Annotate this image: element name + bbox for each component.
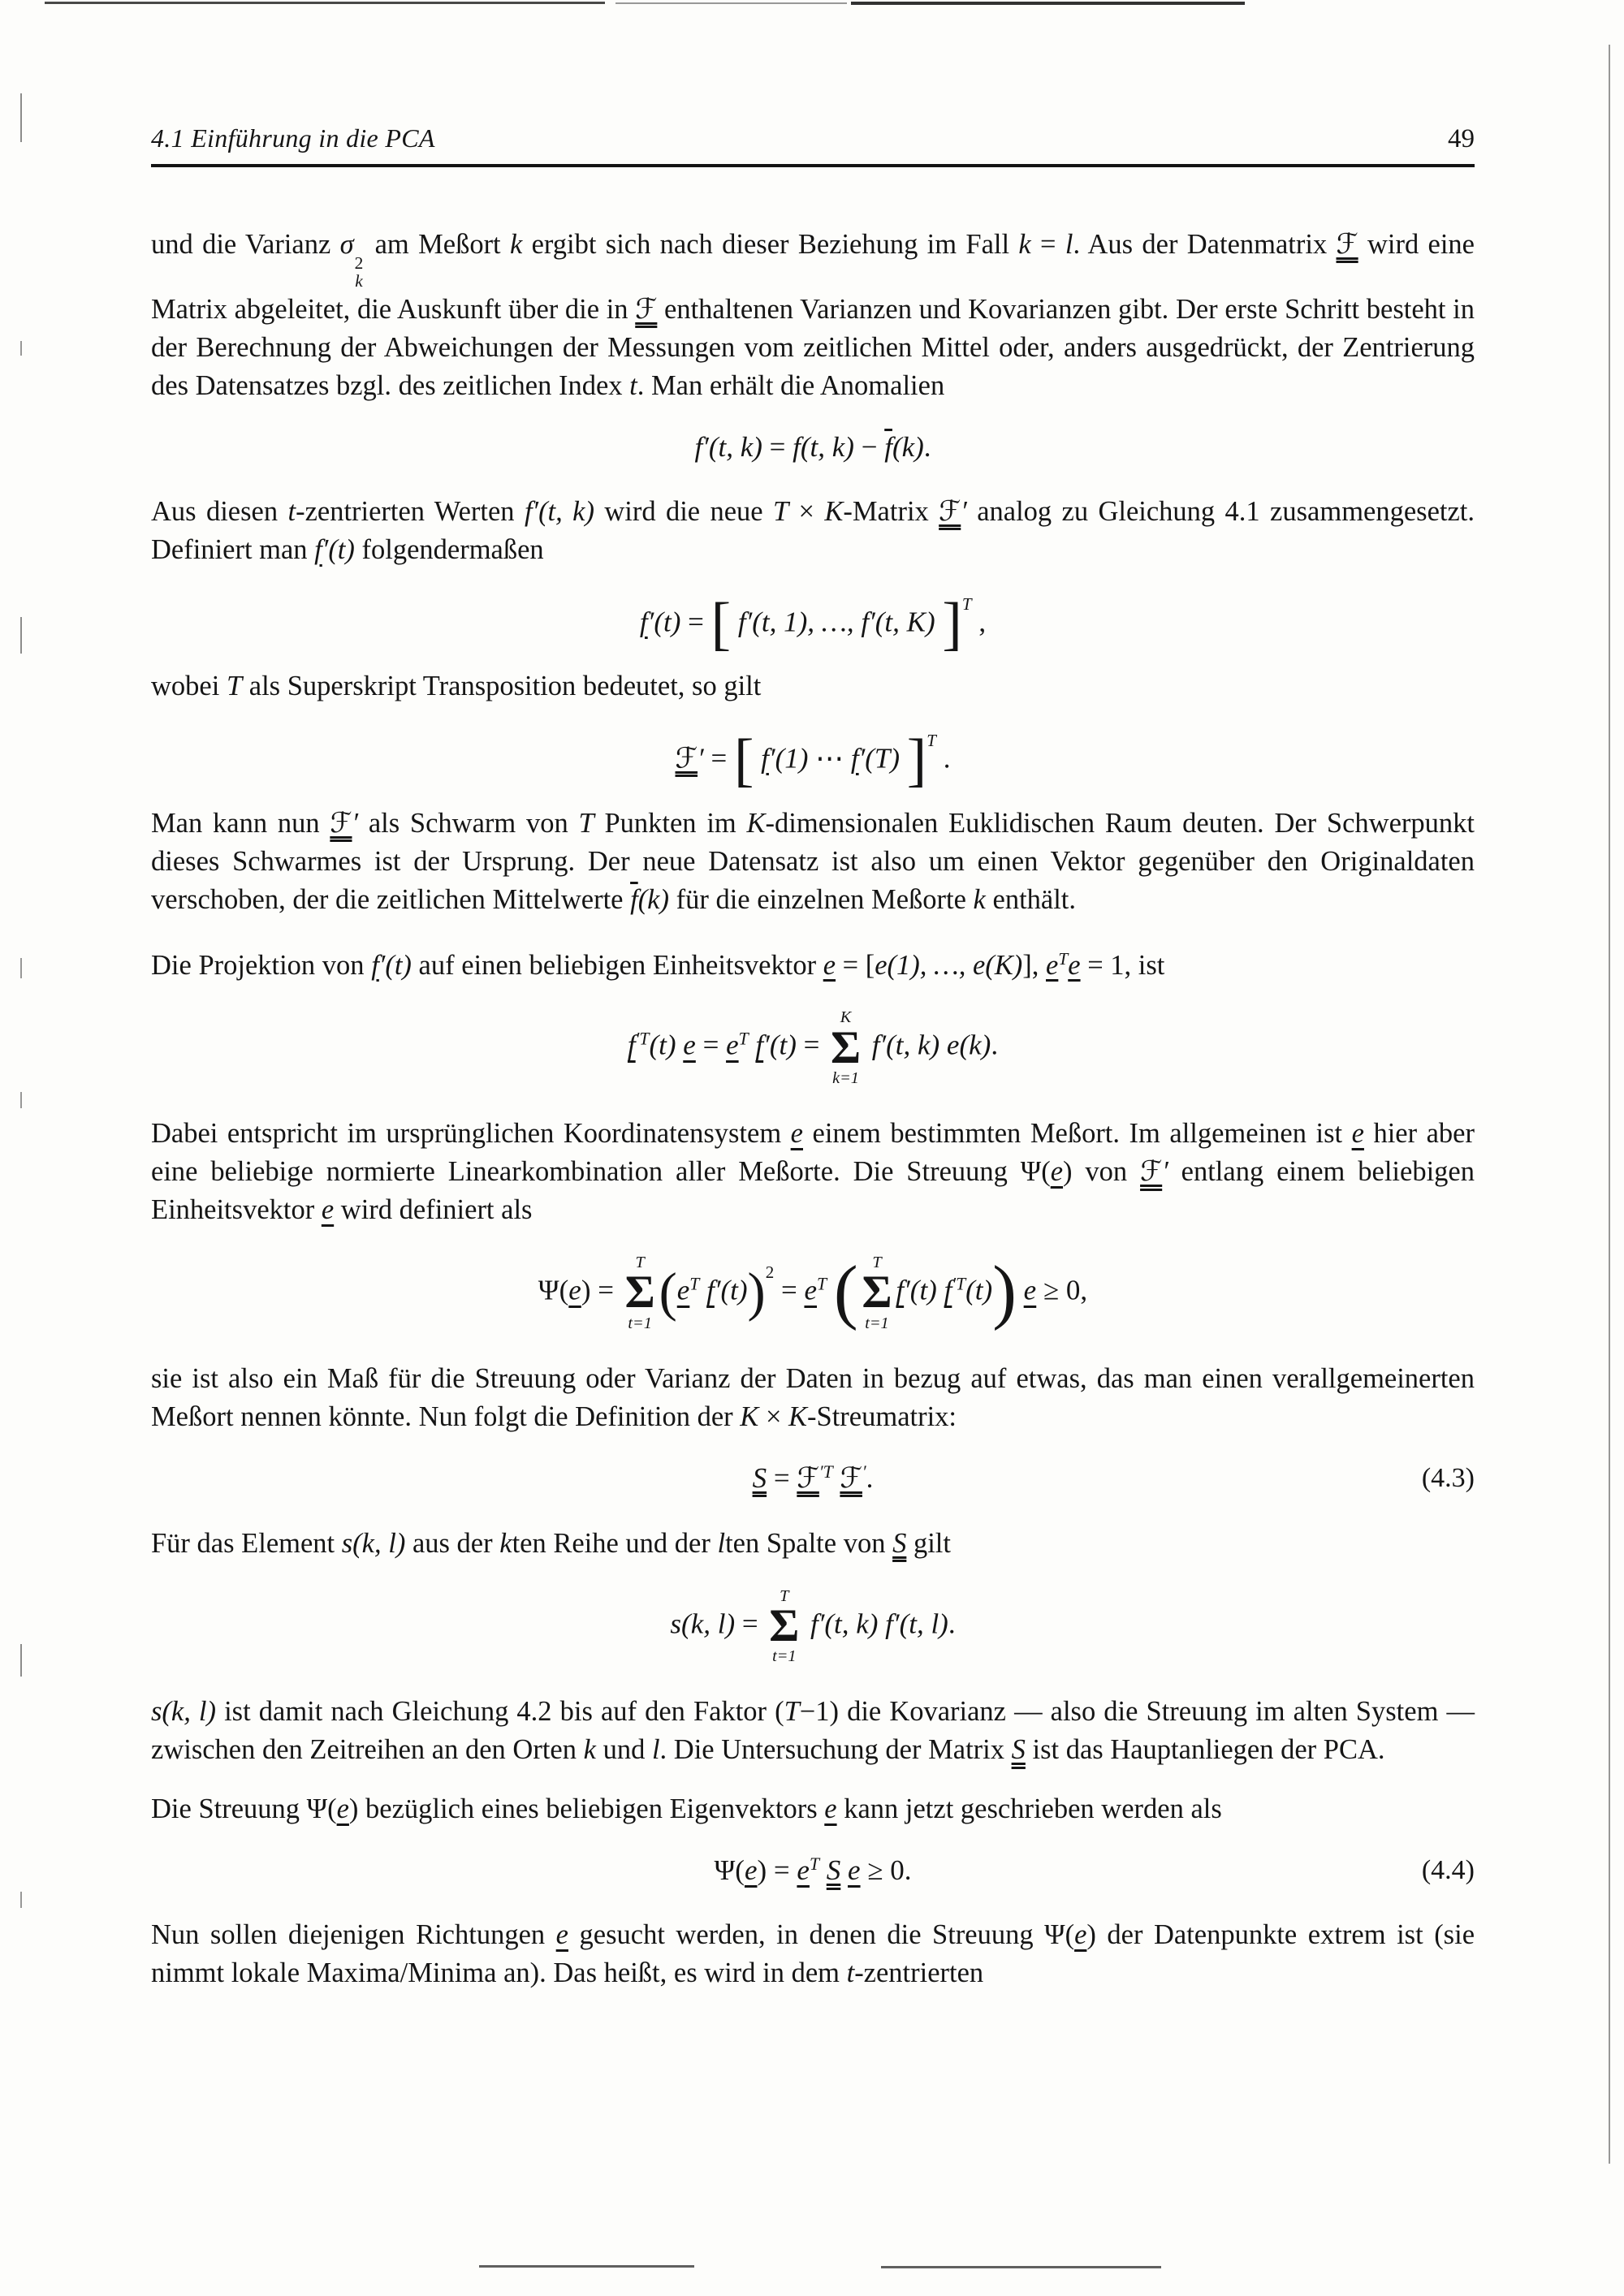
equation-body bbox=[639, 589, 987, 656]
run: ′T bbox=[635, 1029, 650, 1049]
equation-body bbox=[538, 1251, 1088, 1332]
run: = bbox=[762, 430, 793, 463]
equation-scatter-element bbox=[151, 1587, 1475, 1666]
scan-artifact-right-line bbox=[1609, 45, 1610, 2164]
run: f bbox=[755, 1029, 764, 1061]
run: e bbox=[1023, 1274, 1037, 1306]
run: (t) bbox=[649, 1029, 684, 1061]
run: hier aber eine beliebige normierte Linearkombination aller Meßorte. Die Streuung Ψ( bbox=[151, 1118, 1475, 1188]
run: t bbox=[846, 1957, 855, 1989]
run: [ bbox=[710, 589, 732, 656]
run: ′ bbox=[352, 807, 359, 839]
paragraph-eigenvector-intro bbox=[151, 1790, 1475, 1828]
run: ( bbox=[659, 1262, 677, 1323]
run: ℱ bbox=[840, 1461, 862, 1495]
scan-artifact-top-line-1 bbox=[45, 2, 605, 4]
run: K bbox=[746, 807, 766, 839]
run: folgendermaßen bbox=[354, 533, 544, 565]
run: ℱ bbox=[1140, 1155, 1163, 1189]
run: × bbox=[788, 495, 825, 527]
run: − bbox=[853, 430, 885, 463]
run: ′(t) bbox=[647, 605, 681, 637]
run: [ bbox=[733, 726, 754, 792]
run: e bbox=[1074, 1919, 1087, 1951]
run: ergibt sich nach dieser Beziehung im Fall bbox=[522, 229, 1019, 260]
run: e bbox=[1068, 949, 1081, 981]
run: f bbox=[761, 741, 769, 774]
run: sie ist also ein Maß für die Streuung oder Varianz der Daten in bezug auf etwas, das man einen verallgemeinerten Meßort nennen könnte. Nun folgt die Definition der bbox=[151, 1362, 1475, 1432]
scan-artifact-left-dash-4 bbox=[20, 958, 22, 978]
paragraph-element-intro bbox=[151, 1525, 1475, 1563]
run: e bbox=[1050, 1156, 1064, 1188]
run: e bbox=[1046, 949, 1059, 981]
equation-variance-sum bbox=[151, 1251, 1475, 1332]
run: ℱ bbox=[675, 741, 698, 775]
run: ten Spalte von bbox=[725, 1527, 893, 1559]
run: analog zu Gleichung 4.1 zusammengesetzt. Definiert man bbox=[151, 495, 1475, 565]
run: f bbox=[627, 1029, 636, 1061]
run: -dimensionalen Euklidischen Raum deuten. Der Schwerpunkt dieses Schwarmes ist der Ursprung. Der neue Datensatz ist also um einen Vektor gegenüber den Originaldaten verschoben, der die zeitlichen Mittelwerte bbox=[151, 807, 1475, 915]
scan-artifact-left-dash-1 bbox=[20, 93, 22, 142]
run: = bbox=[695, 1029, 727, 1061]
run: T bbox=[738, 1029, 749, 1049]
run: l bbox=[1065, 229, 1073, 260]
run: ten Reihe und der bbox=[512, 1527, 718, 1559]
equation-body bbox=[753, 1461, 874, 1497]
run: T bbox=[784, 1696, 800, 1728]
run: e bbox=[726, 1029, 739, 1061]
scan-artifact-left-dash-3 bbox=[20, 617, 22, 654]
run: ′(t) bbox=[904, 1274, 944, 1306]
equation-4-3 bbox=[151, 1461, 1475, 1497]
run: , bbox=[971, 605, 987, 637]
run: einem bestimmten Meßort. Im allgemeinen ist bbox=[803, 1118, 1352, 1150]
run: ′ bbox=[862, 1462, 866, 1482]
run: T Σ t=1 bbox=[624, 1254, 655, 1332]
run: ≥ 0, bbox=[1036, 1274, 1088, 1306]
run: ′ bbox=[698, 741, 704, 774]
run: t bbox=[287, 495, 296, 527]
equation-body bbox=[670, 1587, 955, 1666]
run: T bbox=[1058, 948, 1069, 969]
run: ′(1) bbox=[768, 741, 809, 774]
run: f′(t, k) f′(t, l) bbox=[803, 1608, 948, 1640]
run: . bbox=[923, 430, 931, 463]
run: ) bbox=[992, 1251, 1017, 1332]
run: ℱ bbox=[797, 1461, 819, 1495]
scan-artifact-left-dash-6 bbox=[20, 1644, 22, 1677]
run: e bbox=[568, 1274, 581, 1306]
run: σ bbox=[339, 229, 354, 260]
run: Nun sollen diejenigen Richtungen bbox=[151, 1919, 556, 1951]
run: Dabei entspricht im ursprünglichen Koordinatensystem bbox=[151, 1118, 791, 1150]
run: ⋯ bbox=[808, 741, 851, 774]
run: S bbox=[826, 1854, 841, 1887]
run: ] bbox=[942, 589, 962, 656]
run: k bbox=[583, 1734, 596, 1766]
run bbox=[819, 1854, 827, 1886]
page-number: 49 bbox=[1448, 124, 1475, 153]
run: ℱ bbox=[1336, 228, 1358, 261]
run: f bbox=[944, 1274, 952, 1306]
equation-projection bbox=[151, 1008, 1475, 1087]
run bbox=[754, 742, 761, 774]
run: ′(t) bbox=[714, 1274, 748, 1306]
run: ist das Hauptanliegen der PCA. bbox=[1025, 1734, 1385, 1766]
run: T bbox=[772, 495, 789, 527]
run: T bbox=[809, 1854, 820, 1875]
equation-4-4 bbox=[151, 1853, 1475, 1888]
run: (k) bbox=[637, 883, 669, 915]
scan-artifact-bottom-line-1 bbox=[479, 2265, 694, 2268]
run: ) bbox=[747, 1262, 766, 1323]
run: enthaltenen Varianzen und Kovarianzen gibt. Der erste Schritt besteht in der Berechnung der Abweichungen der Messungen vom zeitlichen Mittel oder, anders ausgedrückt, der Zentrierung des Datensatzes bzgl. des zeitlichen Index bbox=[151, 293, 1475, 401]
run: S bbox=[752, 1461, 767, 1494]
run: . bbox=[866, 1461, 874, 1494]
equation-body bbox=[675, 726, 951, 792]
page-header bbox=[151, 123, 1475, 167]
section-title: 4.1 Einführung in die PCA bbox=[151, 123, 435, 153]
run: = bbox=[767, 1461, 797, 1494]
run: k bbox=[499, 1527, 512, 1559]
equation-number-4-4: (4.4) bbox=[1421, 1855, 1475, 1886]
run: $\overline{f}$ bbox=[630, 883, 638, 915]
run: k bbox=[1018, 229, 1031, 260]
run: ist damit nach Gleichung 4.2 bis auf den Faktor ( bbox=[216, 1696, 784, 1728]
run: für die einzelnen Meßorte bbox=[668, 883, 974, 915]
run: f′(t, k) bbox=[524, 495, 594, 527]
run: e bbox=[848, 1854, 861, 1887]
run: f bbox=[896, 1274, 905, 1306]
run: × bbox=[758, 1400, 789, 1432]
run: ≥ 0. bbox=[860, 1854, 912, 1887]
run: e bbox=[797, 1854, 810, 1887]
page-content bbox=[151, 226, 1475, 1992]
run bbox=[827, 1275, 834, 1306]
run: e(1), …, e(K) bbox=[875, 949, 1023, 981]
paragraph-transposition bbox=[151, 667, 1475, 706]
run: ′ bbox=[961, 495, 967, 527]
paragraph-variance-intro bbox=[151, 226, 1475, 405]
run: = 1, ist bbox=[1080, 949, 1165, 981]
run: wird eine Matrix abgeleitet, die Auskunft über die in bbox=[151, 229, 1475, 325]
run: = bbox=[735, 1608, 766, 1640]
run: e bbox=[321, 1194, 335, 1226]
scan-artifact-left-dash-7 bbox=[20, 1892, 22, 1908]
run: T bbox=[926, 730, 936, 750]
run: f′(t, k) bbox=[694, 430, 762, 463]
paragraph-scatter-measure bbox=[151, 1360, 1475, 1436]
run: e bbox=[676, 1274, 690, 1306]
run: und bbox=[595, 1734, 652, 1766]
run: wobei bbox=[151, 670, 227, 701]
run: Die Streuung Ψ( bbox=[151, 1793, 337, 1825]
run: enthält. bbox=[985, 883, 1077, 915]
run: ′(t) bbox=[378, 949, 412, 981]
paragraph-extremal-directions bbox=[151, 1916, 1475, 1992]
run: (k) bbox=[892, 430, 924, 463]
run: $\overline{f}$ bbox=[884, 430, 892, 463]
run: gesucht werden, in denen die Streuung Ψ( bbox=[568, 1919, 1075, 1951]
run: am Meßort bbox=[365, 229, 510, 260]
equation-vector-definition bbox=[151, 589, 1475, 656]
run: ℱ bbox=[330, 806, 352, 839]
run: S bbox=[1011, 1734, 1026, 1766]
run: ) = bbox=[757, 1854, 797, 1887]
run: K Σ k=1 bbox=[831, 1008, 862, 1087]
run: e bbox=[336, 1793, 349, 1825]
page-body bbox=[151, 123, 1475, 2013]
run: 2 bbox=[765, 1262, 775, 1283]
run: f′(t, 1), …, f′(t, K) bbox=[731, 605, 943, 637]
run: ′T bbox=[818, 1462, 833, 1482]
run: Ψ( bbox=[538, 1274, 569, 1306]
run: e bbox=[804, 1274, 817, 1306]
run: ) bezüglich eines beliebigen Eigenvektors bbox=[348, 1793, 825, 1825]
run: K bbox=[788, 1400, 808, 1432]
run: f bbox=[314, 533, 322, 565]
run: T bbox=[226, 670, 243, 701]
run: ′T bbox=[952, 1274, 966, 1294]
run: gilt bbox=[906, 1527, 951, 1559]
run: = bbox=[1030, 229, 1065, 260]
run: = bbox=[703, 741, 734, 774]
run: . Man erhält die Anomalien bbox=[637, 369, 945, 401]
run: kann jetzt geschrieben werden als bbox=[836, 1793, 1222, 1825]
run: -zentrierten Werten bbox=[296, 495, 525, 527]
run: s(k, l) bbox=[670, 1608, 736, 1640]
run: l bbox=[717, 1527, 726, 1559]
run: e bbox=[683, 1029, 696, 1061]
run: -Streumatrix: bbox=[807, 1400, 957, 1432]
run: l bbox=[651, 1734, 660, 1766]
run: −1) die Kovarianz — also die Streuung im alten System — zwischen den Zeitreihen an den Orten bbox=[151, 1696, 1475, 1766]
run: f bbox=[639, 605, 648, 637]
run: T Σ t=1 bbox=[769, 1586, 800, 1666]
equation-body bbox=[628, 1008, 998, 1087]
run: auf einen beliebigen Einheitsvektor bbox=[411, 949, 823, 981]
paragraph-point-swarm bbox=[151, 805, 1475, 919]
run: Man kann nun bbox=[151, 807, 330, 839]
run bbox=[1017, 1275, 1024, 1306]
run: T bbox=[578, 807, 594, 839]
run: f′(t, k) e(k) bbox=[864, 1029, 991, 1061]
run: Ψ( bbox=[714, 1854, 745, 1887]
scan-artifact-top-line-2 bbox=[615, 2, 847, 4]
run: = bbox=[680, 605, 711, 637]
run: t bbox=[629, 369, 637, 401]
run: k bbox=[973, 883, 986, 915]
run: ] bbox=[906, 726, 927, 792]
run: -zentrierten bbox=[854, 1957, 984, 1989]
run: ′(T) bbox=[858, 741, 901, 774]
equation-anomaly bbox=[151, 429, 1475, 465]
run: 2 k bbox=[354, 252, 364, 291]
run: = bbox=[796, 1029, 827, 1061]
run: ℱ bbox=[939, 494, 961, 528]
paragraph-centered-values bbox=[151, 493, 1475, 569]
run: (t) bbox=[965, 1274, 993, 1306]
run: ) = bbox=[581, 1274, 621, 1306]
run: s(k, l) bbox=[341, 1527, 406, 1559]
run: Aus diesen bbox=[151, 495, 288, 527]
paragraph-covariance bbox=[151, 1693, 1475, 1769]
run: e bbox=[823, 949, 836, 981]
scan-artifact-bottom-line-2 bbox=[881, 2266, 1161, 2268]
paragraph-coordinate-system bbox=[151, 1115, 1475, 1229]
run: ′(t) bbox=[322, 533, 355, 565]
run: T Σ t=1 bbox=[862, 1254, 892, 1332]
run: -Matrix bbox=[843, 495, 939, 527]
run: ) der Datenpunkte extrem ist (sie nimmt lokale Maxima/Minima an). Das heißt, es wird in dem bbox=[151, 1919, 1475, 1989]
run: aus der bbox=[405, 1527, 500, 1559]
equation-number-4-3: (4.3) bbox=[1421, 1463, 1475, 1494]
run: f bbox=[706, 1274, 715, 1306]
run: e bbox=[790, 1118, 803, 1150]
run: wird definiert als bbox=[334, 1194, 533, 1226]
run: = [ bbox=[836, 949, 875, 981]
run: Für das Element bbox=[151, 1527, 342, 1559]
run: S bbox=[892, 1527, 907, 1559]
run: e bbox=[1351, 1118, 1364, 1150]
run: e bbox=[555, 1919, 568, 1951]
run: ′(t) bbox=[763, 1029, 797, 1061]
run: und die Varianz bbox=[151, 229, 340, 260]
run: = bbox=[774, 1274, 805, 1306]
run: e bbox=[744, 1854, 758, 1887]
run: Die Projektion von bbox=[151, 949, 372, 981]
run: e bbox=[824, 1793, 837, 1825]
scan-artifact-left-dash-2 bbox=[20, 341, 22, 356]
run: ′ bbox=[1162, 1156, 1168, 1188]
run: ], bbox=[1022, 949, 1047, 981]
run: . bbox=[948, 1608, 956, 1640]
run bbox=[900, 742, 907, 774]
run: ℱ bbox=[635, 292, 658, 326]
run: wird die neue bbox=[594, 495, 773, 527]
scan-artifact-left-dash-5 bbox=[20, 1092, 22, 1108]
run: K bbox=[824, 495, 844, 527]
run: ( bbox=[833, 1251, 858, 1332]
run: T bbox=[961, 593, 972, 614]
run bbox=[699, 1275, 706, 1306]
run: s(k, l) bbox=[151, 1696, 217, 1728]
run: Punkten im bbox=[594, 807, 747, 839]
run: . Aus der Datenmatrix bbox=[1073, 229, 1337, 260]
paragraph-projection-intro bbox=[151, 940, 1475, 985]
equation-matrix-definition bbox=[151, 726, 1475, 792]
run: K bbox=[740, 1400, 759, 1432]
run bbox=[840, 1854, 848, 1886]
run: als Schwarm von bbox=[358, 807, 579, 839]
run: . bbox=[991, 1029, 999, 1061]
equation-body bbox=[694, 429, 931, 465]
run: . bbox=[935, 741, 951, 774]
run: als Superskript Transposition bedeutet, so gilt bbox=[242, 670, 762, 701]
equation-body bbox=[714, 1853, 911, 1888]
scan-artifact-top-line-3 bbox=[851, 2, 1245, 5]
run: ) von bbox=[1063, 1156, 1141, 1188]
run: f(t, k) bbox=[793, 430, 854, 463]
run: f bbox=[850, 741, 859, 774]
run: . Die Untersuchung der Matrix bbox=[659, 1734, 1012, 1766]
run: f bbox=[371, 949, 379, 981]
run: k bbox=[509, 229, 523, 260]
run: T bbox=[817, 1274, 827, 1294]
run: entlang einem beliebigen Einheitsvektor bbox=[151, 1156, 1475, 1226]
run: T bbox=[689, 1274, 700, 1294]
